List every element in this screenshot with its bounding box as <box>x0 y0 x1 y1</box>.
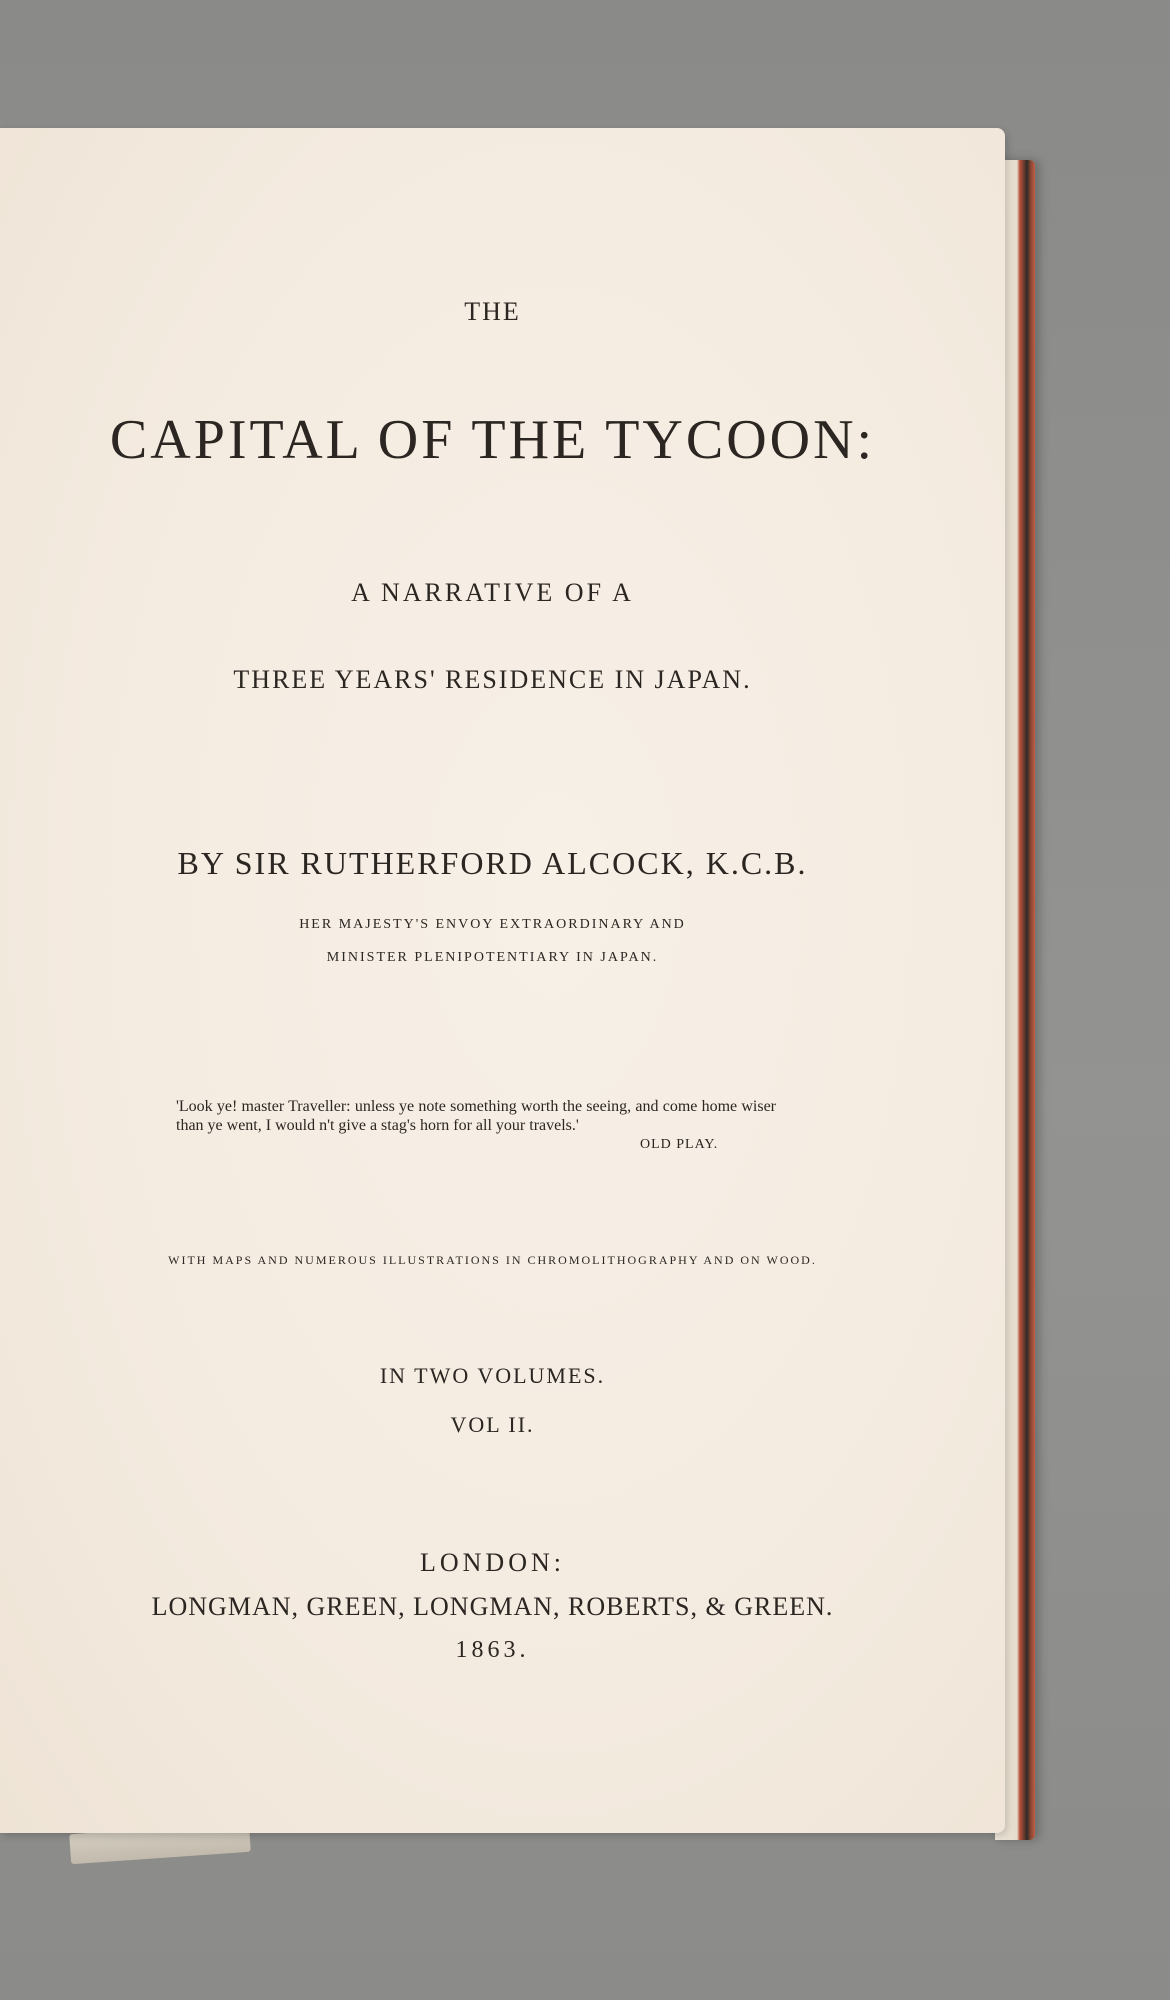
epigraph-source: OLD PLAY. <box>640 1137 719 1152</box>
illustrations-note: WITH MAPS AND NUMEROUS ILLUSTRATIONS IN CHROMOLITHOGRAPHY AND ON WOOD. <box>168 1253 817 1267</box>
publication-year: 1863. <box>455 1637 530 1663</box>
volume-count: IN TWO VOLUMES. <box>379 1363 606 1388</box>
author-office-line-2: MINISTER PLENIPOTENTIARY IN JAPAN. <box>326 950 659 965</box>
volume-number: VOL II. <box>450 1412 535 1437</box>
author-office-line-1: HER MAJESTY'S ENVOY EXTRAORDINARY AND <box>299 917 686 932</box>
subtitle-line-2: THREE YEARS' RESIDENCE IN JAPAN. <box>233 665 752 694</box>
title-article: THE <box>464 297 521 326</box>
book-title: CAPITAL OF THE TYCOON: <box>109 409 876 471</box>
publisher-name: LONGMAN, GREEN, LONGMAN, ROBERTS, & GREEN. <box>151 1592 834 1621</box>
epigraph: 'Look ye! master Traveller: unless ye note something worth the seeing, and come home wiser than ye went, I would n't give a stag's horn for all your travels.' <box>176 1098 776 1134</box>
subtitle-line-1: A NARRATIVE OF A <box>351 578 634 607</box>
publication-city: LONDON: <box>420 1548 565 1577</box>
author-line: BY SIR RUTHERFORD ALCOCK, K.C.B. <box>177 845 808 881</box>
